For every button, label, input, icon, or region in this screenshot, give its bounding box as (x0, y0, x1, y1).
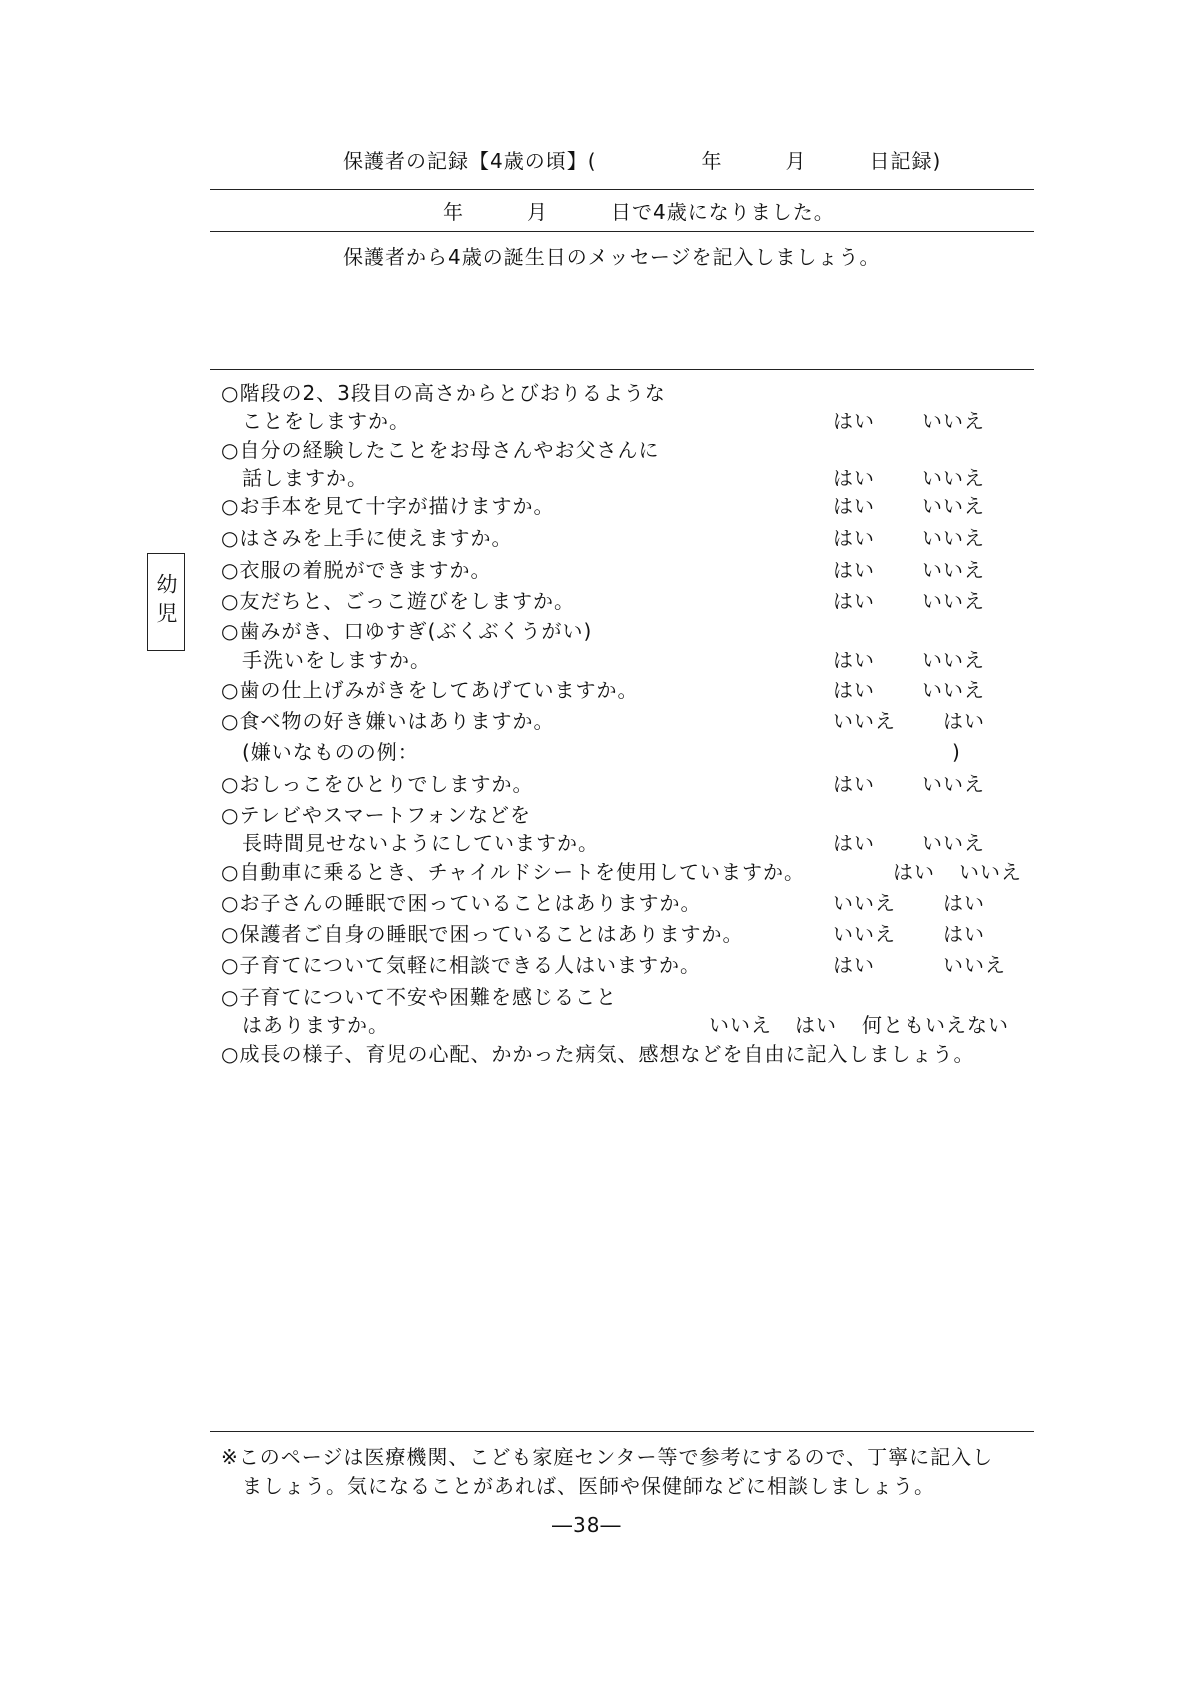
question-text: 長時間見せないようにしていますか。 (242, 831, 599, 855)
message-prompt: 保護者から4歳の誕生日のメッセージを記入しましょう。 (343, 245, 881, 269)
divider (210, 231, 1034, 232)
answer-option[interactable]: はい (833, 831, 875, 855)
answer-option[interactable]: はい (795, 1013, 837, 1037)
question-text: ○保護者ご自身の睡眠で困っていることはありますか。 (221, 922, 744, 946)
answer-option[interactable]: はい (833, 648, 875, 672)
answer-option[interactable]: はい (833, 526, 875, 550)
divider (210, 189, 1034, 190)
answer-option[interactable]: いいえ (922, 678, 985, 702)
answer-option[interactable]: いいえ (922, 526, 985, 550)
question-text: ○子育てについて気軽に相談できる人はいますか。 (221, 953, 702, 977)
dislike-example-close: ) (952, 740, 961, 764)
divider (210, 1431, 1034, 1432)
answer-option[interactable]: はい (943, 922, 985, 946)
birthday-line: 年 月 日で4歳になりました。 (443, 200, 835, 224)
answer-option[interactable]: はい (943, 891, 985, 915)
question-text: ○友だちと、ごっこ遊びをしますか。 (221, 589, 576, 613)
answer-option[interactable]: はい (833, 589, 875, 613)
answer-option[interactable]: いいえ (922, 409, 985, 433)
section-tab-infant (147, 553, 185, 651)
answer-option[interactable]: はい (943, 709, 985, 733)
answer-option[interactable]: はい (833, 953, 875, 977)
answer-option[interactable]: いいえ (833, 709, 896, 733)
question-text: ○自動車に乗るとき、チャイルドシートを使用していますか。 (221, 860, 806, 884)
footer-note: ましょう。気になることがあれば、医師や保健師などに相談しましょう。 (242, 1474, 935, 1498)
answer-option[interactable]: はい (833, 678, 875, 702)
divider (210, 369, 1034, 370)
answer-option[interactable]: いいえ (922, 558, 985, 582)
question-text: ○おしっこをひとりでしますか。 (221, 772, 534, 796)
question-text: 話しますか。 (242, 466, 368, 490)
answer-option[interactable]: いいえ (922, 831, 985, 855)
answer-option[interactable]: いいえ (922, 648, 985, 672)
answer-option[interactable]: いいえ (922, 772, 985, 796)
question-text: 手洗いをしますか。 (242, 648, 431, 672)
question-text: ○階段の2、3段目の高さからとびおりるような (221, 381, 666, 405)
answer-option[interactable]: いいえ (833, 922, 896, 946)
record-title: 保護者の記録【4歳の頃】( 年 月 日記録) (343, 149, 942, 173)
answer-option[interactable]: いいえ (959, 860, 1022, 884)
answer-option[interactable]: いいえ (943, 953, 1006, 977)
answer-option[interactable]: はい (893, 860, 935, 884)
answer-option[interactable]: はい (833, 558, 875, 582)
answer-option[interactable]: はい (833, 409, 875, 433)
question-text: ○子育てについて不安や困難を感じること (221, 985, 618, 1009)
answer-option[interactable]: 何ともいえない (862, 1013, 1009, 1037)
question-text: ことをしますか。 (242, 409, 410, 433)
page-number: ―38― (552, 1513, 622, 1537)
question-text: ○歯の仕上げみがきをしてあげていますか。 (221, 678, 639, 702)
answer-option[interactable]: いいえ (709, 1013, 772, 1037)
question-text: ○食べ物の好き嫌いはありますか。 (221, 709, 555, 733)
question-text: ○お手本を見て十字が描けますか。 (221, 494, 555, 518)
answer-option[interactable]: はい (833, 466, 875, 490)
answer-option[interactable]: いいえ (922, 494, 985, 518)
answer-option[interactable]: いいえ (833, 891, 896, 915)
answer-option[interactable]: はい (833, 772, 875, 796)
question-text: ○歯みがき、口ゆすぎ(ぶくぶくうがい) (221, 619, 593, 643)
question-text: ○お子さんの睡眠で困っていることはありますか。 (221, 891, 702, 915)
question-text: はありますか。 (242, 1013, 389, 1037)
section-tab-label: 幼児 (154, 573, 178, 631)
question-text: ○自分の経験したことをお母さんやお父さんに (221, 438, 660, 462)
question-text: ○衣服の着脱ができますか。 (221, 558, 492, 582)
dislike-example-label: (嫌いなものの例： (242, 740, 419, 764)
question-text: ○はさみを上手に使えますか。 (221, 526, 513, 550)
answer-option[interactable]: いいえ (922, 466, 985, 490)
answer-option[interactable]: いいえ (922, 589, 985, 613)
question-text: ○テレビやスマートフォンなどを (221, 803, 532, 827)
answer-option[interactable]: はい (833, 494, 875, 518)
free-comment-prompt: ○成長の様子、育児の心配、かかった病気、感想などを自由に記入しましょう。 (221, 1042, 975, 1066)
footer-note: ※このページは医療機関、こども家庭センター等で参考にするので、丁寧に記入し (221, 1445, 994, 1469)
